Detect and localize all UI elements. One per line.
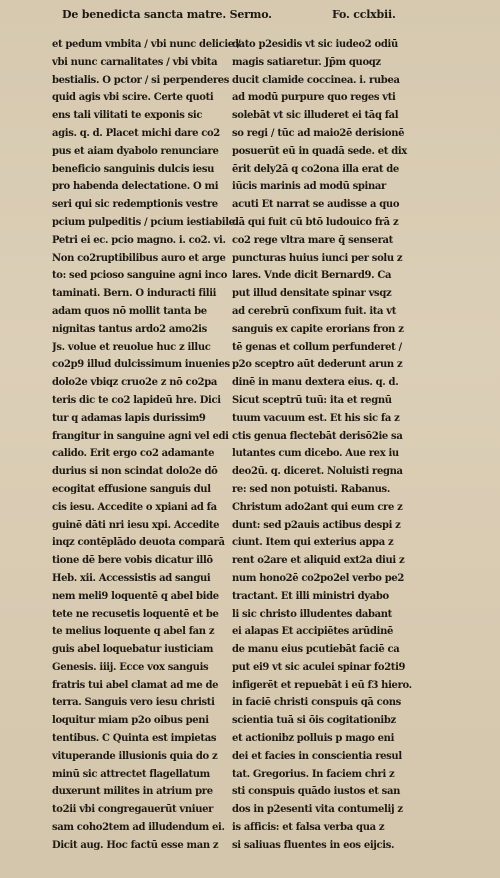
text-line: re: sed non potuisti. Rabanus. <box>232 483 390 495</box>
text-line: tione dē bere vobis dicatur illō <box>52 555 213 567</box>
text-line: nem meli9 loquentē q abel bide <box>52 590 219 602</box>
text-line: dinē in manu dextera eius. q. d. <box>232 377 399 389</box>
text-line: sam coho2tem ad illudendum ei. <box>52 822 225 834</box>
text-line: frangitur in sanguine agni vel edi <box>52 430 229 442</box>
text-line: ad cerebrū confixum fuit. ita vt <box>232 305 397 317</box>
text-line: Genesis. iiij. Ecce vox sanguis <box>52 661 209 673</box>
text-line: lares. Vnde dicit Bernard9. Ca <box>232 270 392 282</box>
text-line: dei et facies in conscientia resul <box>232 750 402 762</box>
text-line: deo2ū. q. diceret. Noluisti regna <box>232 466 403 478</box>
text-line: put ei9 vt sic aculei spinar fo2ti9 <box>232 661 406 673</box>
text-line: vituperande illusionis quia do z <box>52 750 218 762</box>
right-text-column <box>232 36 454 855</box>
text-line: agis. q. d. Placet michi dare co2 <box>52 127 220 139</box>
text-line: tuum vacuum est. Et his sic fa z <box>232 412 400 424</box>
text-line: inqz contēplādo deuota comparā <box>52 537 225 549</box>
text-line: pcium pulpeditis / pcium iestiabile. <box>52 216 238 228</box>
text-line: vbi nunc carnalitates / vbi vbita <box>52 56 218 68</box>
text-line: dos in p2esenti vita contumelij z <box>232 804 403 816</box>
text-line: tat. Gregorius. In faciem chri z <box>232 768 395 780</box>
text-line: scientia tuā si ōis cogitationibz <box>232 715 396 727</box>
text-line: minū sic attrectet flagellatum <box>52 768 210 780</box>
text-line: Js. volue et reuolue huc z illuc <box>52 341 211 353</box>
text-line: ei alapas Et accipiētes arūdinē <box>232 626 394 638</box>
text-line: guinē dāti nri iesu xpi. Accedite <box>52 519 220 531</box>
text-line: terra. Sanguis vero iesu christi <box>52 697 215 709</box>
text-line: dā qui fuit cū btō ludouico frā z <box>232 216 399 228</box>
text-line: guis abel loquebatur iusticiam <box>52 644 214 656</box>
running-header <box>62 8 442 26</box>
text-line: sti conspuis quādo iustos et san <box>232 786 400 798</box>
text-line: taminati. Bern. O induracti filii <box>52 288 217 300</box>
text-line: ens tali vilitati te exponis sic <box>52 110 203 122</box>
text-line: Dicit aug. Hoc factū esse man z <box>52 839 219 851</box>
text-line: teris dic te co2 lapideū hre. Dici <box>52 394 221 406</box>
text-line: tete ne recusetis loquentē et be <box>52 608 219 620</box>
text-line: p2o sceptro aūt dederunt arun z <box>232 359 403 371</box>
text-line: de manu eius pcutiebāt faciē ca <box>232 644 400 656</box>
text-line: duxerunt milites in atrium pre <box>52 786 213 798</box>
text-line: ctis genua flectebāt derisō2ie sa <box>232 430 403 442</box>
text-line: ciunt. Item qui exterius appa z <box>232 537 394 549</box>
text-line: sanguis ex capite erorians fron z <box>232 323 404 335</box>
text-line: puncturas huius iunci per solu z <box>232 252 403 264</box>
text-line: tractant. Et illi ministri dyabo <box>232 590 389 602</box>
text-line: infigerēt et repuebāt i eū f3 hiero. <box>232 679 412 691</box>
text-line: et actionibz polluis p mago eni <box>232 733 395 745</box>
text-line: dolo2e vbiqz cruo2e z nō co2pa <box>52 377 218 389</box>
text-line: ecogitat effusione sanguis dul <box>52 483 211 495</box>
text-line: magis satiaretur. Jp̄m quoqz <box>232 56 381 68</box>
text-line: Sicut sceptrū tuū: ita et regnū <box>232 394 392 406</box>
text-line: et pedum vmbita / vbi nunc delicie / <box>52 39 241 50</box>
running-title: De benedicta sancta matre. Sermo. <box>62 8 272 21</box>
text-line: co2 rege vltra mare q̄ senserat <box>232 234 393 246</box>
text-line: beneficio sanguinis dulcis iesu <box>52 163 215 175</box>
text-line: solebāt vt sic illuderet ei tāq fal <box>232 110 399 122</box>
text-line: to2ii vbi congregauerūt vniuer <box>52 804 214 816</box>
text-line: acuti Et narrat se audisse a quo <box>232 199 400 211</box>
text-line: tentibus. C Quinta est impietas <box>52 733 217 745</box>
text-line: Christum ado2ant qui eum cre z <box>232 501 403 513</box>
text-line: li sic christo illudentes dabant <box>232 608 392 620</box>
text-line: pro habenda delectatione. O mi <box>52 181 219 193</box>
text-line: Heb. xii. Accessistis ad sangui <box>52 572 211 584</box>
text-line: durius si non scindat dolo2e dō <box>52 466 218 478</box>
text-line: so regi / tūc ad maio2ē derisionē <box>232 127 405 139</box>
text-line: in faciē christi conspuis qā cons <box>232 697 401 709</box>
folio-number: Fo. cclxbii. <box>332 8 396 21</box>
text-line: fratris tui abel clamat ad me de <box>52 679 219 691</box>
text-line: to: sed pcioso sanguine agni inco <box>52 270 228 282</box>
text-line: quid agis vbi scire. Certe quoti <box>52 92 214 104</box>
text-line: nignitas tantus ardo2 amo2is <box>52 323 207 335</box>
text-line: ērit dely2ā q co2ona illa erat de <box>232 163 399 175</box>
text-line: posuerūt eū in quadā sede. et dix <box>232 145 407 157</box>
text-line: tē genas et collum perfunderet / <box>232 341 402 353</box>
text-line: put illud densitate spinar vsqz <box>232 288 392 300</box>
text-line: lutantes cum dicebo. Aue rex iu <box>232 448 399 460</box>
text-line: dunt: sed p2auis actibus despi z <box>232 519 401 531</box>
text-line: te melius loquente q abel fan z <box>52 626 215 638</box>
text-line: seri qui sic redemptionis vestre <box>52 199 218 211</box>
text-line: calido. Erit ergo co2 adamante <box>52 448 215 460</box>
text-line: dato p2esidis vt sic iudeo2 odiū <box>232 39 398 50</box>
text-line: Petri ei ec. pcio magno. i. co2. vi. <box>52 234 226 246</box>
text-line: bestialis. O pctor / si perpenderes <box>52 74 230 86</box>
text-line: si saliuas fluentes in eos eijcis. <box>232 839 395 851</box>
text-line: Non co2ruptibilibus auro et arge <box>52 252 226 264</box>
text-line: iūcis marinis ad modū spinar <box>232 181 386 193</box>
text-line: adam quos nō mollit tanta be <box>52 305 207 317</box>
text-line: loquitur miam p2o oibus peni <box>52 715 209 727</box>
text-line: num hono2ē co2po2el verbo pe2 <box>232 572 405 584</box>
text-line: is afficis: et falsa verba qua z <box>232 822 385 834</box>
text-line: ducit clamide coccinea. i. rubea <box>232 74 400 86</box>
text-line: co2p9 illud dulcissimum inuenies <box>52 359 230 371</box>
text-line: cis iesu. Accedite o xpiani ad fa <box>52 501 217 513</box>
text-line: rent o2are et aliquid ext2a diui z <box>232 555 405 567</box>
text-line: pus et aiam dyabolo renunciare <box>52 145 219 157</box>
text-line: ad modū purpure quo reges vti <box>232 92 396 104</box>
text-line: tur q adamas lapis durissim9 <box>52 412 206 424</box>
